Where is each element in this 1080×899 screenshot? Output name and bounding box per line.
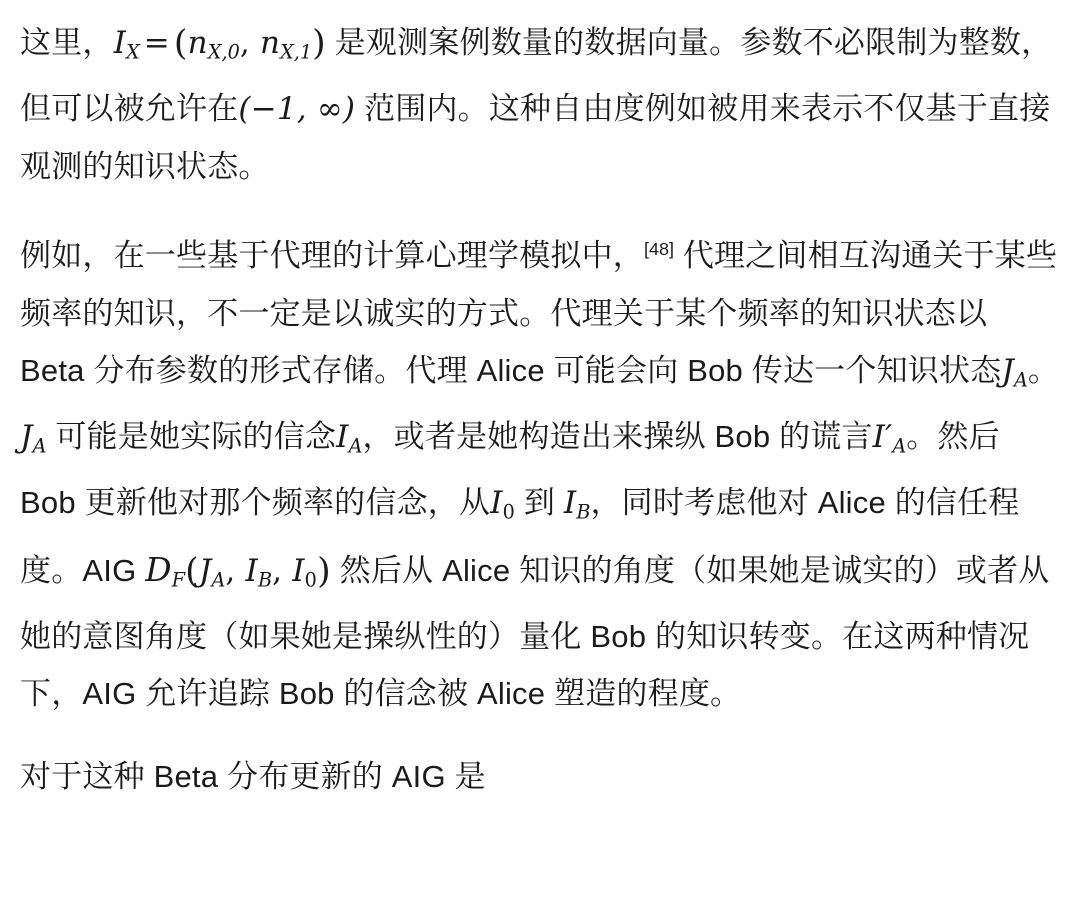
inline-math-JA-1 xyxy=(1001,353,1028,389)
text-run: ，或者是她构造出来操纵 Bob 的谎言 xyxy=(362,418,873,454)
citation-marker-48[interactable]: [48] xyxy=(644,239,674,260)
math-paren-close: ) xyxy=(317,551,331,592)
math-symbol-n1: n xyxy=(187,25,208,61)
math-symbol-I: I xyxy=(563,485,577,522)
text-run: 可能是她实际的信念 xyxy=(55,418,337,454)
math-symbol-I: I xyxy=(113,25,127,61)
math-symbol-I: I xyxy=(292,552,305,589)
paragraph-3 xyxy=(20,748,1060,805)
text-run: 。然后 Bob 更新他对那个频率的信念，从 xyxy=(20,418,1000,521)
math-subscript-0: 0 xyxy=(304,568,318,592)
math-comma: , xyxy=(239,25,250,61)
math-comma: , xyxy=(225,552,236,589)
text-run: 这里， xyxy=(20,25,114,60)
text-run: 代理之间相互沟通关于某些频率的知识，不一定是以诚实的方式。代理关于某个频率的知识状态以 Beta 分布参数的形式存储。代理 Alice 可能会向 Bob 传达一个知识状态 xyxy=(20,238,1058,388)
math-subscript-n1: X,0 xyxy=(207,40,240,64)
math-symbol-n2: n xyxy=(259,25,281,61)
paragraph-2 xyxy=(20,221,1060,722)
math-symbol-I: I xyxy=(336,418,349,455)
math-symbol-I: I xyxy=(245,552,258,589)
math-paren-open: ( xyxy=(185,551,199,592)
text-run: 对于这种 Beta 分布更新的 AIG 是 xyxy=(20,759,486,795)
math-subscript-A: A xyxy=(211,568,226,592)
text-run: 。 xyxy=(1027,352,1060,388)
math-equals: = xyxy=(143,25,170,61)
math-paren-open: ( xyxy=(173,23,188,64)
math-symbol-J: J xyxy=(20,418,33,455)
inline-math-aig-divergence xyxy=(145,549,331,592)
inline-math-IA xyxy=(336,418,363,458)
math-subscript-B: B xyxy=(257,568,273,592)
math-subscript-0: 0 xyxy=(502,500,516,524)
math-subscript-A: A xyxy=(1014,367,1028,391)
inline-math-IB xyxy=(563,485,591,524)
math-subscript-B: B xyxy=(576,500,591,524)
math-symbol-J: J xyxy=(1001,352,1015,389)
math-symbol-I: I xyxy=(490,485,503,522)
text-run: ，同时考虑他对 Alice 的信任程度。AIG xyxy=(20,485,1020,588)
math-subscript-A: A xyxy=(892,434,907,458)
math-paren-close: ) xyxy=(312,23,326,64)
inline-math-JA-2 xyxy=(20,418,47,458)
text-run: 例如，在一些基于代理的计算心理学模拟中， xyxy=(20,238,644,274)
math-symbol-D: D xyxy=(145,549,172,589)
text-run: 到 xyxy=(523,485,556,521)
text-run: 然后从 Alice 知识的角度（如果她是诚实的）或者从她的意图角度（如果她是操纵性的）量化 Bob 的知识转变。在这两种情况下，AIG 允许追踪 Bob 的信念被 Alice 塑造的程度。 xyxy=(20,552,1050,712)
math-subscript-n2: X,1 xyxy=(280,40,313,64)
math-symbol-I-prime: I′ xyxy=(872,418,893,455)
paragraph-1 xyxy=(20,14,1060,195)
math-subscript-A: A xyxy=(348,434,363,458)
math-subscript-X: X xyxy=(126,40,140,64)
inline-math-I0 xyxy=(490,485,516,524)
math-symbol-J: J xyxy=(198,552,212,589)
math-subscript-A: A xyxy=(32,434,47,458)
text-run: 是观测案例数量的数据向量。参数不必限制为整数，但可以被允许在 xyxy=(20,25,1053,127)
inline-math-IprimeA xyxy=(872,418,907,458)
inline-math-data-vector xyxy=(113,23,326,64)
text-run: 范围内。这种自由度例如被用来表示不仅基于直接观测的知识状态。 xyxy=(20,91,1051,185)
math-comma: , xyxy=(272,552,283,589)
inline-math-interval: (−1, ∞) xyxy=(238,91,356,128)
math-subscript-F: F xyxy=(171,568,186,592)
